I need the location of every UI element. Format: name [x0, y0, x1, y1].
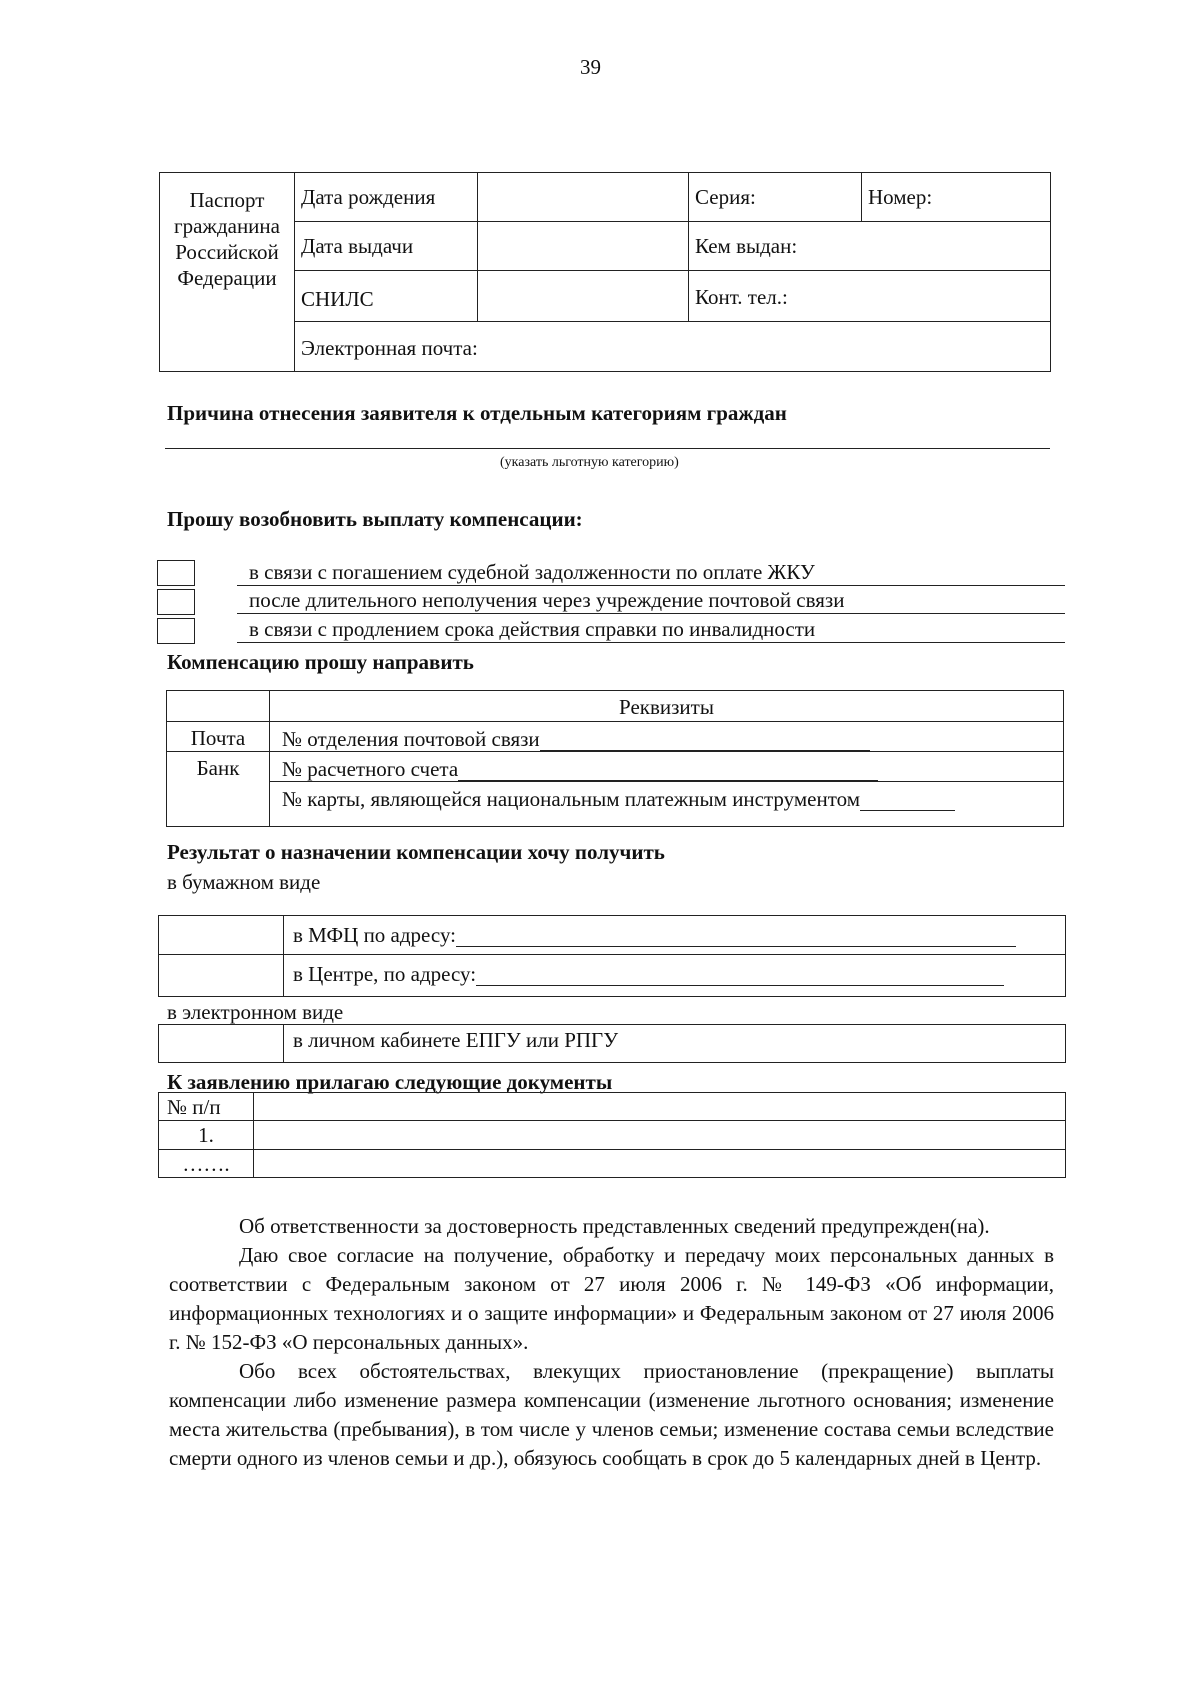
documents-heading: К заявлению прилагаю следующие документы — [167, 1070, 613, 1094]
mfc-checkbox[interactable] — [159, 916, 284, 955]
account-label: № расчетного счета — [282, 757, 459, 781]
payment-table — [166, 690, 1064, 827]
electronic-label: в электронном виде — [167, 1000, 344, 1024]
number-label[interactable]: Номер: — [862, 173, 1051, 222]
cabinet-checkbox[interactable] — [159, 1025, 284, 1063]
birth-date-value[interactable] — [478, 173, 689, 222]
resume-heading: Прошу возобновить выплату компенсации: — [167, 507, 583, 531]
doc-row-1-num: 1. — [159, 1121, 254, 1150]
payment-corner-cell — [167, 691, 270, 722]
payment-heading: Компенсацию прошу направить — [167, 650, 474, 674]
category-heading: Причина отнесения заявителя к отдельным категориям граждан — [167, 401, 787, 425]
category-hint: (указать льготную категорию) — [500, 455, 679, 470]
resume-line-2 — [237, 613, 1065, 614]
doc-name-header — [254, 1093, 1066, 1121]
consent-text: Даю свое согласие на получение, обработку и передачу моих персональных данных в соответствии с Федеральным законом от 27 июля 2006 г. № 149-ФЗ «Об информации, информационных технологиях и о защите информации» и Федеральным законом от 27 июля 2006 г. № 152-ФЗ «О персональных данных». — [169, 1243, 1054, 1354]
doc-row-more-input[interactable] — [254, 1150, 1066, 1178]
bank-label: Банк — [167, 752, 270, 827]
post-label: Почта — [167, 722, 270, 752]
doc-row-more-num: ……. — [159, 1150, 254, 1178]
mfc-row[interactable] — [284, 916, 1066, 955]
paper-label: в бумажном виде — [167, 870, 321, 894]
resume-option-3: в связи с продлением срока действия справки по инвалидности — [249, 617, 816, 641]
resume-checkbox-1[interactable] — [157, 560, 195, 586]
issued-by-label[interactable]: Кем выдан: — [689, 222, 1051, 271]
account-input[interactable] — [458, 756, 878, 781]
account-row[interactable] — [270, 752, 1064, 782]
email-label[interactable]: Электронная почта: — [295, 322, 1051, 372]
result-heading: Результат о назначении компенсации хочу получить — [167, 840, 665, 864]
resume-option-1: в связи с погашением судебной задолженности по оплате ЖКУ — [249, 560, 815, 584]
requisites-header: Реквизиты — [270, 691, 1064, 722]
birth-date-label: Дата рождения — [295, 173, 478, 222]
obligation-text: Обо всех обстоятельствах, влекущих приостановление (прекращение) выплаты компенсации либо изменение размера компенсации (изменение льготного основания; изменение места жительства (пребывания), в том числе у членов семьи; изменение состава семьи вследствие смерти одного из членов семьи и др.), обязуюсь сообщать в срок до 5 календарных дней в Центр. — [169, 1359, 1054, 1470]
cabinet-label: в личном кабинете ЕПГУ или РПГУ — [284, 1025, 1066, 1063]
card-label: № карты, являющейся национальным платежным инструментом — [282, 787, 861, 811]
center-checkbox[interactable] — [159, 955, 284, 997]
responsibility-text: Об ответственности за достоверность представленных сведений предупрежден(на). — [239, 1214, 990, 1238]
issue-date-value[interactable] — [478, 222, 689, 271]
card-input[interactable] — [860, 786, 955, 811]
resume-line-1 — [237, 585, 1065, 586]
doc-row-1-input[interactable] — [254, 1121, 1066, 1150]
page-number: 39 — [580, 55, 601, 79]
center-address-input[interactable] — [476, 961, 1004, 986]
paper-table — [158, 915, 1066, 997]
center-row[interactable] — [284, 955, 1066, 997]
documents-table — [158, 1092, 1066, 1178]
phone-label[interactable]: Конт. тел.: — [689, 271, 1051, 322]
center-label: в Центре, по адресу: — [293, 962, 477, 986]
post-office-label: № отделения почтовой связи — [282, 727, 540, 751]
electronic-table — [158, 1024, 1066, 1063]
resume-line-3 — [237, 642, 1065, 643]
issue-date-label: Дата выдачи — [295, 222, 478, 271]
snils-label: СНИЛС — [295, 271, 478, 322]
post-office-row[interactable] — [270, 722, 1064, 752]
resume-option-2: после длительного неполучения через учреждение почтовой связи — [249, 588, 845, 612]
mfc-label: в МФЦ по адресу: — [293, 923, 457, 947]
declarations — [169, 1212, 1054, 1473]
snils-value[interactable] — [478, 271, 689, 322]
series-label[interactable]: Серия: — [689, 173, 862, 222]
category-line[interactable] — [165, 448, 1050, 449]
post-office-input[interactable] — [540, 726, 870, 751]
resume-checkbox-3[interactable] — [157, 618, 195, 644]
passport-table — [159, 172, 1051, 372]
mfc-address-input[interactable] — [456, 922, 1016, 947]
passport-label: Паспорт гражданина Российской Федерации — [160, 173, 295, 372]
doc-num-header: № п/п — [159, 1093, 254, 1121]
card-row[interactable] — [270, 782, 1064, 827]
resume-checkbox-2[interactable] — [157, 589, 195, 615]
